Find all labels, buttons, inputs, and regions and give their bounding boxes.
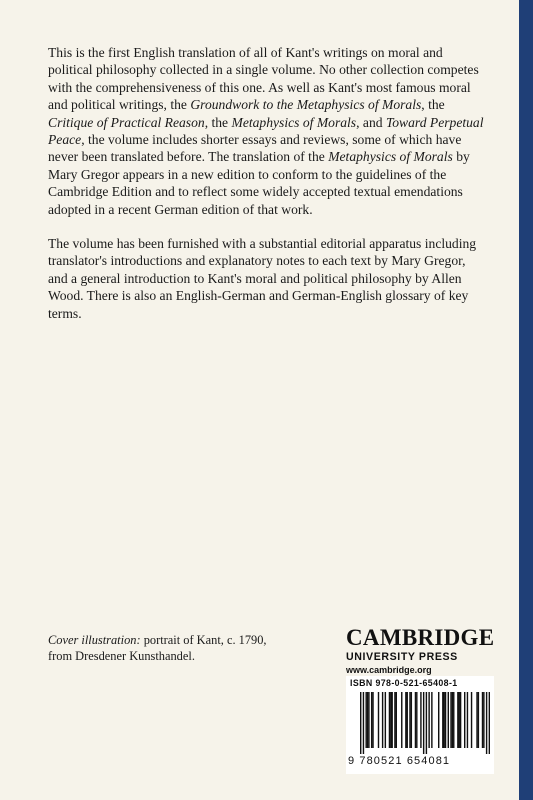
barcode-bar <box>438 692 439 748</box>
barcode-bar <box>478 692 479 748</box>
blurb-run: Critique of Practical Reason <box>48 114 205 130</box>
barcode-bar <box>423 692 424 754</box>
barcode-bar <box>457 692 458 748</box>
isbn-label: ISBN 978-0-521-65408-1 <box>350 678 458 688</box>
barcode-icon <box>360 692 490 754</box>
barcode-bar <box>453 692 454 748</box>
barcode-bar <box>416 692 417 748</box>
barcode-bar <box>389 692 390 748</box>
barcode-digits: 9 780521 654081 <box>348 755 451 767</box>
barcode-bar <box>452 692 453 748</box>
barcode-bar <box>385 692 386 748</box>
barcode-bar <box>483 692 484 748</box>
barcode-bar <box>394 692 395 748</box>
blurb-run: Metaphysics of Morals <box>328 149 453 165</box>
barcode-bar <box>420 692 421 748</box>
barcode-bar <box>368 692 369 748</box>
spine-edge <box>519 0 533 800</box>
barcode-bar <box>409 692 410 748</box>
blurb-run: Groundwork to the Metaphysics of Morals <box>190 97 422 113</box>
blurb-run: Metaphysics of Morals <box>231 114 357 130</box>
barcode-bar <box>426 692 427 754</box>
barcode-bar <box>459 692 460 748</box>
blurb-run: , the <box>421 97 445 113</box>
barcode-bar <box>372 692 373 748</box>
barcode-bar <box>486 692 487 754</box>
barcode-bar <box>415 692 416 748</box>
blurb-run: , and <box>356 114 386 130</box>
publisher-press: UNIVERSITY PRESS <box>346 651 458 663</box>
barcode-bar <box>411 692 412 748</box>
barcode-bar <box>428 692 429 748</box>
publisher-url: www.cambridge.org <box>346 665 432 675</box>
blurb-run: This is the first English translation of all of Kant's writings on moral and political philosophy collected in a single volume. No other collection competes with the comprehensiveness of this one. As well as Kant's most famous moral and political writings, the <box>48 45 479 113</box>
barcode-bar <box>467 692 468 748</box>
barcode-bar <box>382 692 383 748</box>
cover-illustration-caption <box>48 632 288 664</box>
blurb-run: , the volume includes shorter essays and reviews, some of which have never been translated before. The translation of the <box>48 132 462 165</box>
barcode-bar <box>460 692 461 748</box>
publisher-logo <box>346 626 496 676</box>
barcode-box <box>346 676 494 774</box>
barcode-bar <box>360 692 361 754</box>
barcode-bar <box>363 692 364 754</box>
publisher-name: CAMBRIDGE <box>346 625 495 650</box>
blurb-paragraph-2: The volume has been furnished with a substantial editorial apparatus including translator's introductions and explanatory notes to each text by Mary Gregor, and a general introduction to Kant's moral and political philosophy by Allen Wood. There is also an English-German and German-English glossary of key terms. <box>48 236 477 321</box>
barcode-bar <box>371 692 372 748</box>
barcode-bar <box>476 692 477 748</box>
barcode-bar <box>445 692 446 748</box>
barcode-bar <box>448 692 449 748</box>
barcode-bar <box>367 692 368 748</box>
barcode-bar <box>405 692 406 748</box>
blurb-run: Toward Perpetual Peace <box>48 114 484 148</box>
barcode-bar <box>442 692 443 748</box>
barcode-bar <box>365 692 366 748</box>
barcode-bar <box>443 692 444 748</box>
blurb-run: by Mary Gregor appears in a new edition to conform to the guidelines of the Cambridge Edition and to reflect some widely accepted textual emendations adopted in a recent German edition of that work. <box>48 149 470 217</box>
blurb-paragraph-1 <box>48 44 486 218</box>
barcode-bar <box>407 692 408 748</box>
barcode-bar <box>401 692 402 748</box>
barcode-bar <box>431 692 432 748</box>
barcode-bar <box>482 692 483 748</box>
barcode-bar <box>450 692 451 748</box>
barcode-bar <box>378 692 379 748</box>
blurb <box>48 44 486 339</box>
barcode-bar <box>471 692 472 748</box>
blurb-run: , the <box>204 114 232 130</box>
barcode-bar <box>464 692 465 748</box>
barcode-bar <box>396 692 397 748</box>
barcode-bar <box>391 692 392 748</box>
caption-lead: Cover illustration: <box>48 633 141 647</box>
barcode-bar <box>390 692 391 748</box>
caption-text: portrait of Kant, c. 1790, from Dresdener Kunsthandel. <box>48 633 267 663</box>
barcode-bar <box>489 692 490 754</box>
